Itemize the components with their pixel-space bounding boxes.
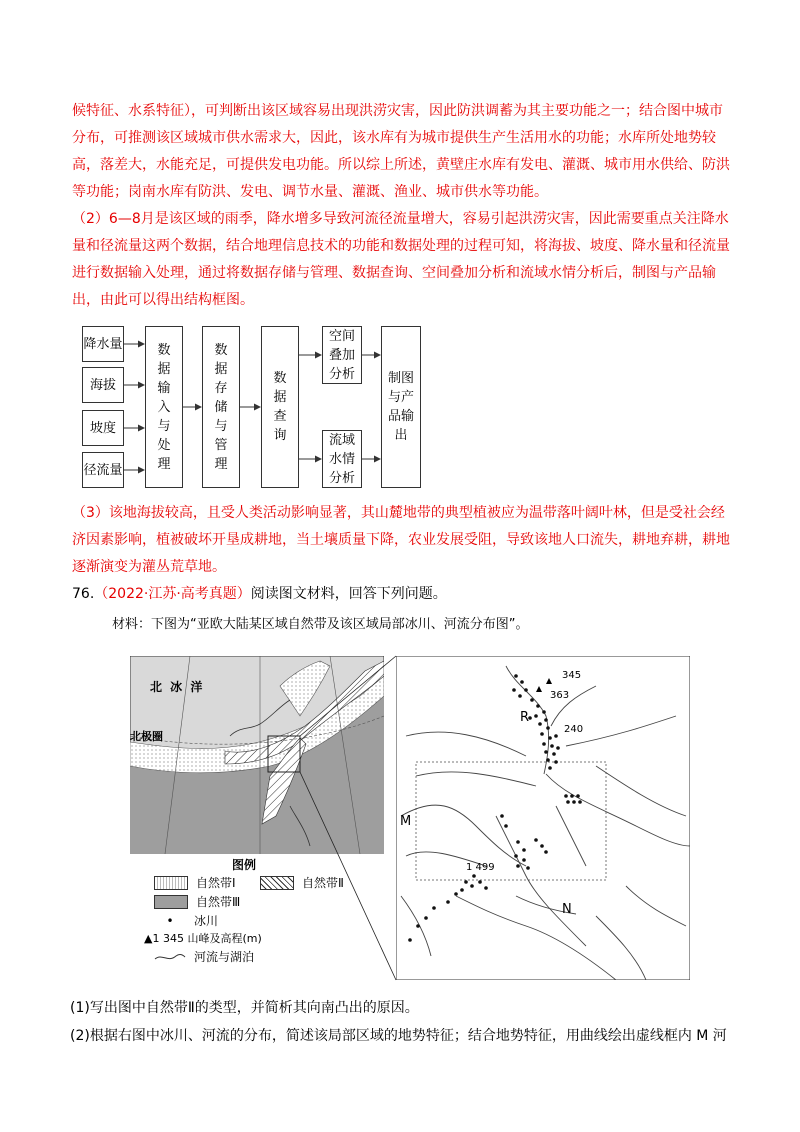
zone2-swatch (260, 876, 294, 890)
legend-river-label: 河流与湖泊 (194, 950, 255, 964)
peak-363-label: 363 (550, 690, 570, 701)
river-lake-icon (154, 951, 186, 963)
sub-question-1: (1)写出图中自然带Ⅱ的类型，并简析其向南凸出的原因。 (70, 1000, 419, 1016)
peak-1499-label: 1 499 (466, 862, 495, 873)
question-prompt: 阅读图文材料，回答下列问题。 (250, 586, 447, 602)
flow-input-elevation: 海拔 (82, 367, 124, 403)
question-material: 材料：下图为“亚欧大陆某区域自然带及该区域局部冰川、河流分布图”。 (112, 617, 529, 632)
legend-zone2 (260, 874, 344, 891)
legend-zone3-label: 自然带Ⅲ (196, 895, 241, 909)
legend (144, 856, 390, 968)
label-N: N (562, 902, 572, 917)
right-map (396, 656, 690, 980)
flow-step-query: 数据查询 (261, 326, 299, 488)
peak-240-label: 240 (564, 724, 584, 735)
legend-peak (144, 930, 262, 946)
question-source: （2022·江苏·高考真题） (94, 586, 251, 602)
peak-345-label: 345 (562, 670, 582, 681)
label-R: R (520, 710, 530, 725)
flow-branch-spatial-overlay: 空间叠加分析 (322, 326, 362, 384)
flow-output: 制图与产品输出 (381, 326, 421, 488)
answer-paragraph-1: 候特征、水系特征），可判断出该区域容易出现洪涝灾害，因此防洪调蓄为其主要功能之一；结合图中城市分布，可推测该区域城市供水需求大，因此，该水库有为城市提供生产生活用水的功能；水库所处地势较高，落差大，水能充足，可提供发电功能。所以综上所述，黄壁庄水库有发电、灌溉、城市用水供给、防洪等功能；岗南水库有防洪、发电、调节水量、灌溉、渔业、城市供水等功能。 (72, 103, 730, 200)
right-map-svg (396, 656, 690, 980)
glacier-dot-icon: • (166, 913, 174, 928)
zone3-swatch (154, 895, 188, 909)
flow-input-runoff: 径流量 (82, 452, 124, 488)
legend-title: 图例 (232, 858, 257, 872)
legend-zone2-label: 自然带Ⅱ (302, 876, 344, 890)
flow-step-input-processing: 数据输入与处理 (145, 326, 183, 488)
answer-paragraph-3: （3）该地海拔较高，且受人类活动影响显著，其山麓地带的典型植被应为温带落叶阔叶林，但是受社会经济因素影响，植被破坏开垦成耕地，当土壤质量下降，农业发展受阻，导致该地人口流失，耕地弃耕，耕地逐渐演变为灌丛荒草地。 (72, 505, 730, 575)
legend-glacier (154, 912, 218, 929)
legend-zone1 (154, 874, 236, 891)
flow-branch-watershed: 流域水情分析 (322, 430, 362, 488)
flow-input-precipitation: 降水量 (82, 326, 124, 362)
legend-river (154, 948, 254, 965)
question-number: 76. (72, 586, 95, 602)
zone1-swatch (154, 876, 188, 890)
legend-zone1-label: 自然带Ⅰ (196, 876, 236, 890)
answer-paragraph-2: （2）6—8月是该区域的雨季，降水增多导致河流径流量增大，容易引起洪涝灾害，因此需要重点关注降水量和径流量这两个数据，结合地理信息技术的功能和数据处理的过程可知，将海拔、坡度、降水量和径流量进行数据输入处理，通过将数据存储与管理、数据查询、空间叠加分析和流域水情分析后，制图与产品输出，由此可以得出结构框图。 (72, 211, 730, 308)
legend-zone3 (154, 893, 240, 910)
sub-question-2: (2)根据右图中冰川、河流的分布，简述该局部区域的地势特征；结合地势特征，用曲线绘出虚线框内 M 河 (70, 1028, 727, 1044)
label-arctic-ocean: 北 冰 洋 (150, 680, 205, 694)
flow-step-storage-management: 数据存储与管理 (202, 326, 240, 488)
label-M: M (400, 814, 412, 829)
legend-peak-label: ▲1 345 山峰及高程(m) (144, 932, 262, 945)
legend-glacier-label: 冰川 (194, 914, 219, 928)
flow-input-slope: 坡度 (82, 410, 124, 446)
label-arctic-circle: 北极圈 (130, 730, 163, 743)
